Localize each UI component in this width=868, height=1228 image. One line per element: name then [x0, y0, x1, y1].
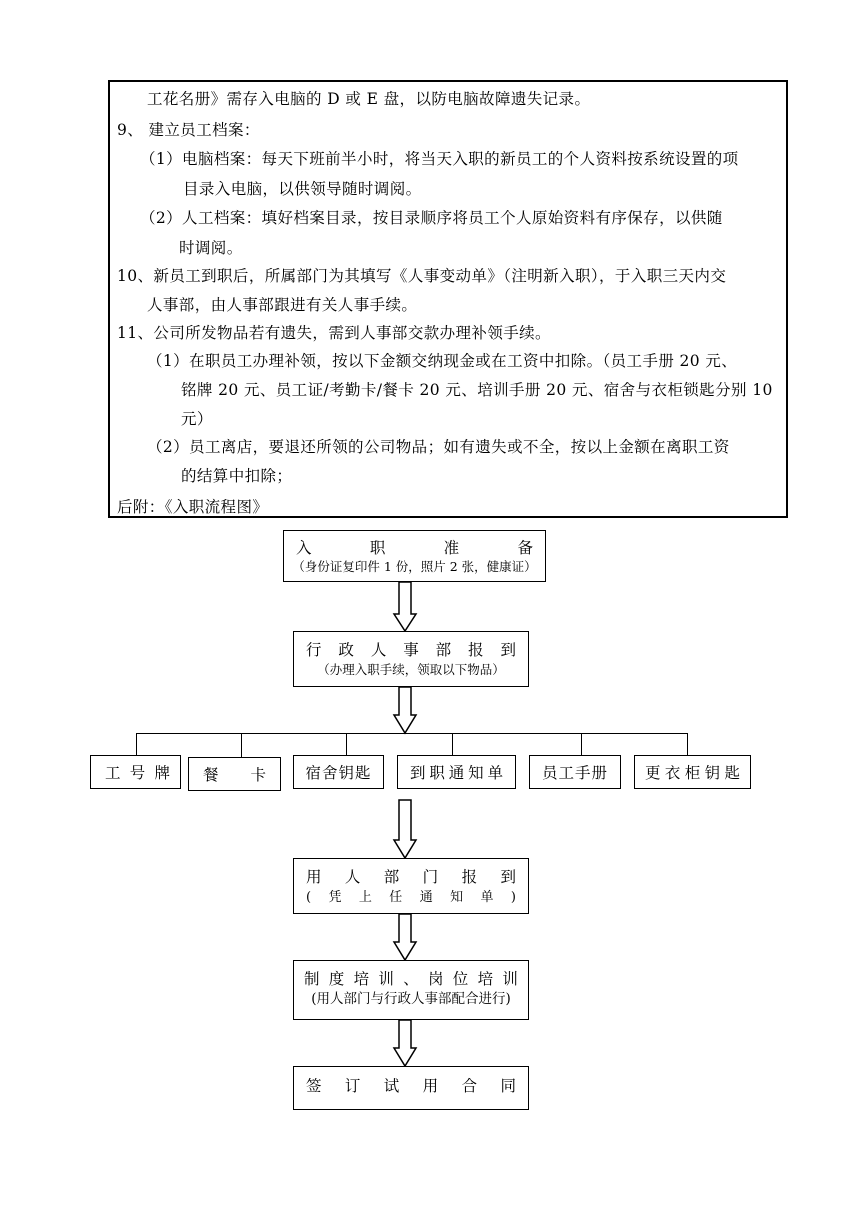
- arrow-down-icon: [393, 800, 417, 860]
- text-line-11-clip: [181, 378, 787, 400]
- text-line-10: （1）在职员工办理补领，按以下金额交纳现金或在工资中扣除。（员工手册 20 元、: [147, 352, 738, 370]
- flow-step-dept-report-title: 用 人 部 门 报 到: [306, 868, 516, 886]
- text-line-2: 9、 建立员工档案：: [117, 121, 260, 139]
- text-line-10-clip: [147, 349, 787, 371]
- flow-step-prepare-title: 入 职 准 备: [296, 539, 533, 557]
- connector-line: [346, 733, 347, 757]
- flow-step-training-sub: (用人部门与行政人事部配合进行): [311, 991, 511, 1007]
- text-line-3-clip: [140, 147, 787, 169]
- connector-line: [581, 733, 582, 757]
- connector-line: [687, 733, 688, 757]
- flow-step-contract: [293, 1066, 529, 1110]
- text-line-5-clip: [140, 206, 787, 228]
- flow-step-dept-report-sub: ( 凭 上 任 通 知 单 ): [306, 890, 516, 905]
- flow-step-training-title: 制 度 培 训 、 岗 位 培 训: [304, 970, 518, 988]
- text-line-6: 时调阅。: [179, 239, 243, 257]
- text-line-1: 工花名册》需存入电脑的 D 或 E 盘，以防电脑故障遗失记录。: [147, 90, 591, 108]
- flow-step-hr-report-title: 行 政 人 事 部 报 到: [306, 641, 516, 659]
- text-line-9: 11、公司所发物品若有遗失，需到人事部交款办理补领手续。: [117, 324, 551, 342]
- text-line-11: 铭牌 20 元、员工证/考勤卡/餐卡 20 元、培训手册 20 元、宿舍与衣柜锁匙分别 10: [181, 381, 773, 399]
- arrow-down-icon: [393, 1020, 417, 1068]
- flow-step-contract-title: 签 订 试 用 合 同: [306, 1077, 516, 1095]
- text-line-4: 目录入电脑，以供领导随时调阅。: [183, 180, 422, 198]
- flow-item-handbook: 员工手册: [529, 755, 621, 789]
- arrow-down-icon: [393, 687, 417, 735]
- flow-step-hr-report-sub: （办理入职手续，领取以下物品）: [317, 662, 505, 677]
- flow-step-prepare: [283, 530, 546, 582]
- connector-line: [136, 733, 137, 757]
- flow-item-dorm-key: 宿舍钥匙: [293, 755, 384, 789]
- text-line-12: 元）: [181, 410, 213, 428]
- flow-step-prepare-sub: （身份证复印件 1 份，照片 2 张，健康证）: [292, 559, 537, 574]
- flow-step-dept-report: [293, 858, 529, 914]
- flow-step-hr-report: [293, 631, 529, 687]
- flow-item-badge: 工 号 牌: [90, 755, 181, 789]
- text-line-5: （2）人工档案：填好档案目录，按目录顺序将员工个人原始资料有序保存，以供随: [140, 209, 723, 227]
- text-line-14: 的结算中扣除；: [181, 467, 293, 485]
- text-line-15: 后附：《入职流程图》: [117, 498, 269, 516]
- flow-step-training: [293, 960, 529, 1020]
- distribution-line: [136, 733, 687, 734]
- text-line-13: （2）员工离店，要退还所领的公司物品；如有遗失或不全，按以上金额在离职工资: [147, 438, 730, 456]
- flow-item-notice: 到 职 通 知 单: [397, 755, 516, 789]
- text-line-7-clip: [117, 264, 787, 286]
- text-line-8: 人事部，由人事部跟进有关人事手续。: [147, 296, 418, 314]
- text-line-7: 10、新员工到职后，所属部门为其填写《人事变动单》（注明新入职），于入职三天内交: [117, 267, 727, 285]
- arrow-down-icon: [393, 582, 417, 632]
- text-line-13-clip: [147, 435, 787, 457]
- connector-line: [241, 733, 242, 757]
- connector-line: [452, 733, 453, 757]
- flow-item-locker-key: 更 衣 柜 钥 匙: [634, 755, 751, 789]
- arrow-down-icon: [393, 914, 417, 962]
- text-line-3: （1）电脑档案：每天下班前半小时，将当天入职的新员工的个人资料按系统设置的项: [140, 150, 739, 168]
- flow-item-meal-card: 餐 卡: [188, 757, 281, 791]
